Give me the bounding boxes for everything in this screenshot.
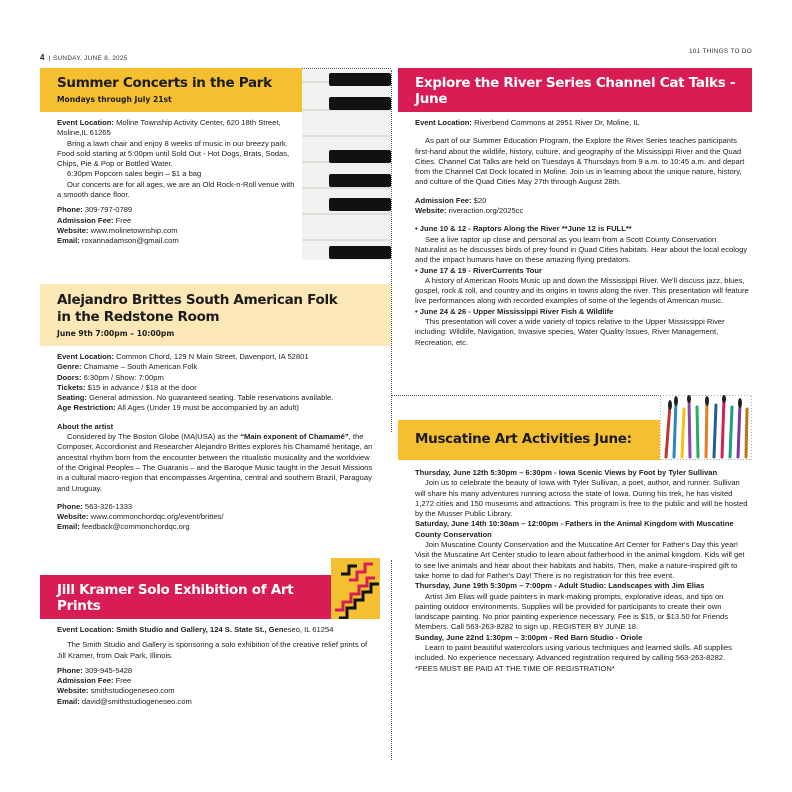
- kramer-location-label: Event Location: Smith Studio and Gallery, 124 S. State St., Gen: [57, 625, 284, 634]
- kramer-web-label: Website:: [57, 686, 89, 696]
- brittes-email-label: Email:: [57, 522, 80, 532]
- concerts-header-dots: [302, 68, 391, 69]
- brittes-genre: Chamame – South American Folk: [81, 362, 198, 372]
- kramer-header-band: [40, 575, 331, 627]
- kramer-email-link[interactable]: david@smithstudiogeneseo.com: [79, 696, 192, 706]
- kramer-title: Jill Kramer Solo Exhibition of Art Prints: [57, 582, 294, 614]
- concerts-subtitle: Mondays through July 21st: [57, 95, 172, 104]
- kramer-body: [57, 625, 375, 707]
- muscatine-item-3-head: Thursday, June 19th 5:30pm – 7:00pm - Adult Studio: Landscapes with Jim Elias: [415, 581, 705, 591]
- brittes-doors-label: Doors:: [57, 372, 82, 382]
- piano-keys-image: [302, 70, 391, 260]
- stairs-art-image: [331, 558, 380, 619]
- brittes-doors: 6:30pm / Show: 7:00pm: [81, 372, 164, 382]
- kramer-phone: 309-945-5428: [82, 665, 133, 675]
- brittes-about-pre: Considered by The Boston Globe (MA|USA) as the: [67, 432, 241, 442]
- brittes-age: All Ages (Under 19 must be accompanied by an adult): [115, 403, 299, 413]
- brittes-header-band: [40, 284, 391, 346]
- kramer-para: The Smith Studio and Gallery is sponsoring a solo exhibition of the creative relief prints of Jill Kramer, from Oak Park, Illinois.: [57, 640, 368, 660]
- kramer-email-label: Email:: [57, 696, 80, 706]
- brittes-web-label: Website:: [57, 512, 89, 522]
- header-divider: |: [48, 55, 53, 62]
- river-item-3-body: This presentation will cover a wide variety of topics relative to the Upper Mississippi River including: Wildlife, Navigation, Invasive species, Water Quality Issues, River Management, Recreation, etc.: [415, 317, 725, 347]
- river-location-label: Event Location:: [415, 118, 472, 127]
- kramer-location: eseo, IL 61254: [283, 625, 334, 634]
- concerts-title: Summer Concerts in the Park: [57, 75, 272, 91]
- muscatine-item-4-head: Sunday, June 22nd 1:30pm – 3:00pm - Red Barn Studio - Oriole: [415, 632, 643, 642]
- brittes-phone: 563-326-1333: [82, 501, 133, 511]
- page-number: 4: [40, 53, 45, 62]
- brittes-tickets-label: Tickets:: [57, 382, 86, 392]
- brittes-email-link[interactable]: feedback@commonchordqc.org: [79, 522, 190, 532]
- concerts-body: [57, 118, 297, 247]
- header-date: SUNDAY, JUNE 8, 2025: [52, 55, 128, 62]
- river-item-head: [415, 224, 749, 234]
- river-header-band: [398, 68, 752, 120]
- river-title: Explore the River Series Channel Cat Talks - June: [415, 75, 736, 107]
- river-fee-label: Admission Fee:: [415, 195, 472, 205]
- muscatine-item-1-body: Join us to celebrate the beauty of Iowa with Tyler Sullivan, a poet, author, and runner. Sullivan will share his many adventures running across the state of Iowa. During his trek, he has visited 1,272 cities and 150 museums and attractions. This program is free to the public and will be hosted by the Musser Public Library.: [415, 478, 748, 519]
- brittes-about-quote: “Main exponent of Chamamé”: [240, 432, 349, 442]
- brittes-about-text: [57, 432, 375, 494]
- river-item-3-head: • June 24 & 26 - Upper Mississippi River Fish & Wildlife: [415, 306, 614, 316]
- brittes-genre-label: Genre:: [57, 362, 82, 372]
- column-divider-top: [391, 70, 392, 432]
- river-web-label: Website:: [415, 206, 447, 216]
- brittes-title-line1: Alejandro Brittes South American Folk: [57, 292, 338, 308]
- kramer-fee: Free: [113, 676, 132, 686]
- brittes-location-label: Event Location:: [57, 352, 114, 361]
- brittes-seating-label: Seating:: [57, 393, 87, 403]
- brittes-subtitle: June 9th 7:00pm – 10:00pm: [57, 329, 175, 338]
- muscatine-header-band: [398, 420, 660, 460]
- concerts-phone-label: Phone:: [57, 205, 83, 215]
- brittes-about-heading: About the artist: [57, 421, 114, 431]
- river-item-2-body: A history of American Roots Music up and down the Mississippi River. We'll discuss jazz, blues, gospel, rock & roll, and country and its origins in towns along the river. This presentation will feature live performances along with recorded examples of some of the legends of American music.: [415, 275, 749, 306]
- muscatine-item-3-body: Artist Jim Elias will guide painters in mark-making prompts, explorative ideas, and tips on painting outdoor environments. Supplies will be provided for participants to create their own landscape painting. No prior painting experience necessary. Fee is $15, or $13.50 for Friends Members. Call 563-263-8282 to sign up. REGISTER BY JUNE 18.: [415, 591, 729, 632]
- brittes-website-link[interactable]: www.commonchordqc.org/event/brittes/: [88, 512, 224, 522]
- muscatine-title: Muscatine Art Activities June:: [415, 431, 632, 447]
- river-fee: $20: [471, 195, 487, 205]
- river-location: Riverbend Commons at 2951 River Dr, Moline, IL: [471, 118, 640, 127]
- muscatine-item-2-body: Join Muscatine County Conservation and the Muscatine Art Center for Father's Day this year! Visit the Muscatine Art Center studio to learn about fatherhood in the animal kingdom. Kids will get to see live animals and hear about their habitats and habits. Then, make a nature-inspired gift to take home to dad for Father's Day! There is no registration for this free event.: [415, 540, 745, 580]
- brittes-about-post: , the Composer, Accordionist and Researcher Alejandro Brittes explores his Chamamé heritage, an ancestral rhythm born from the encounter between the ritualistic musicality and the worldview of the Original Peoples – The Guaranis – and the Baroque Music taught in the Jesuit Missions in a cultural macro-region that encompasses Argentina, central and southern Brazil, Paraguay and Uruguay.: [57, 432, 373, 493]
- concerts-para2: 6:30pm Popcorn sales begin – $1 a bag: [67, 169, 202, 179]
- river-item-1-body: See a live raptor up close and personal as you learn from a Scott County Conservation Naturalist as he discusses birds of prey found in Quad Cities habitats. Hear about the local ecology and the impact humans have on these amazing flying predators.: [415, 234, 748, 265]
- kramer-website-link[interactable]: smithstudiogeneseo.com: [88, 686, 175, 696]
- kramer-subtitle: June 4 – July 30: [57, 618, 122, 627]
- river-body: [415, 118, 749, 348]
- brittes-phone-label: Phone:: [57, 501, 83, 511]
- brittes-tickets: $15 in advance / $18 at the door: [85, 382, 197, 392]
- concerts-fee: Free: [113, 215, 132, 225]
- brittes-title-line2: in the Redstone Room: [57, 309, 220, 325]
- kramer-phone-label: Phone:: [57, 665, 83, 675]
- kramer-fee-label: Admission Fee:: [57, 676, 114, 686]
- muscatine-item-4-body: Learn to paint beautiful watercolors using various techniques and learned skills. All supplies included. No experience necessary. Advanced registration required by calling 563-263-8282. *FEES MUST BE PAID AT THE TIME OF REGISTRATION*: [415, 643, 732, 673]
- muscatine-item-2-head: Saturday, June 14th 10:30am – 12:00pm - Fathers in the Animal Kingdom with Muscatine County Conservation: [415, 519, 734, 539]
- concerts-website-link[interactable]: www.molinetownship.com: [88, 225, 178, 235]
- brittes-seating: General admission. No guaranteed seating. Table reservations available.: [86, 393, 334, 403]
- brittes-age-label: Age Restriction:: [57, 403, 116, 413]
- concerts-email-label: Email:: [57, 236, 80, 246]
- muscatine-body: [415, 468, 749, 674]
- concerts-web-label: Website:: [57, 225, 89, 235]
- concerts-email-link[interactable]: roxannadamson@gmail.com: [79, 236, 179, 246]
- river-website-link[interactable]: riveraction.org/2025cc: [446, 206, 524, 216]
- concerts-para1: Bring a lawn chair and enjoy 8 weeks of music in our breezy park. Food sold starting at 5:00pm until Sold Out - Hot Dogs, Brats, Sodas, Chips, Pie & Pop or Bottled Water.: [57, 138, 290, 169]
- brittes-body: [57, 352, 375, 533]
- concerts-phone: 309-797-0789: [82, 205, 133, 215]
- column-divider-bottom: [391, 560, 392, 760]
- river-item-1-head: • June 10 & 12 - Raptors Along the River **June 12 is FULL**: [415, 224, 632, 234]
- concerts-location: Moline Township Activity Center, 620 18th Street, Moline,IL 61265: [57, 118, 281, 138]
- river-para: As part of our Summer Education Program, the Explore the River Series teaches participants first-hand about the wildlife, history, culture, and geography of the Mississippi River and the Quad Cities. Channel Cat Talks are held on Tuesdays & Thursdays from 9 a.m. to 10:45 a.m. and depart from the Channel Cat Dock located in Moline. Join us in learning about the unique nature, history, and culture of the Quad Cities May 27th through August 28th.: [415, 136, 745, 187]
- header-section: 101 THINGS TO DO: [688, 48, 752, 55]
- river-subtitle: From May 27 – August 28: [415, 111, 523, 120]
- river-item-2-head: • June 17 & 19 - RiverCurrents Tour: [415, 265, 543, 275]
- concerts-location-label: Event Location:: [57, 118, 114, 127]
- muscatine-item-1-head: Thursday, June 12th 5:30pm – 6:30pm - Iowa Scenic Views by Foot by Tyler Sullivan: [415, 468, 718, 477]
- concerts-fee-label: Admission Fee:: [57, 215, 114, 225]
- concerts-header-band: [40, 68, 302, 112]
- brittes-location: Common Chord, 129 N Main Street, Davenport, IA 52801: [113, 352, 309, 361]
- page-header: [40, 47, 752, 62]
- section-divider-right: [391, 395, 659, 396]
- concerts-para3: Our concerts are for all ages, we are an Old Rock-n-Roll venue with a smooth dance floor.: [57, 179, 295, 200]
- paint-brushes-image: [660, 395, 752, 460]
